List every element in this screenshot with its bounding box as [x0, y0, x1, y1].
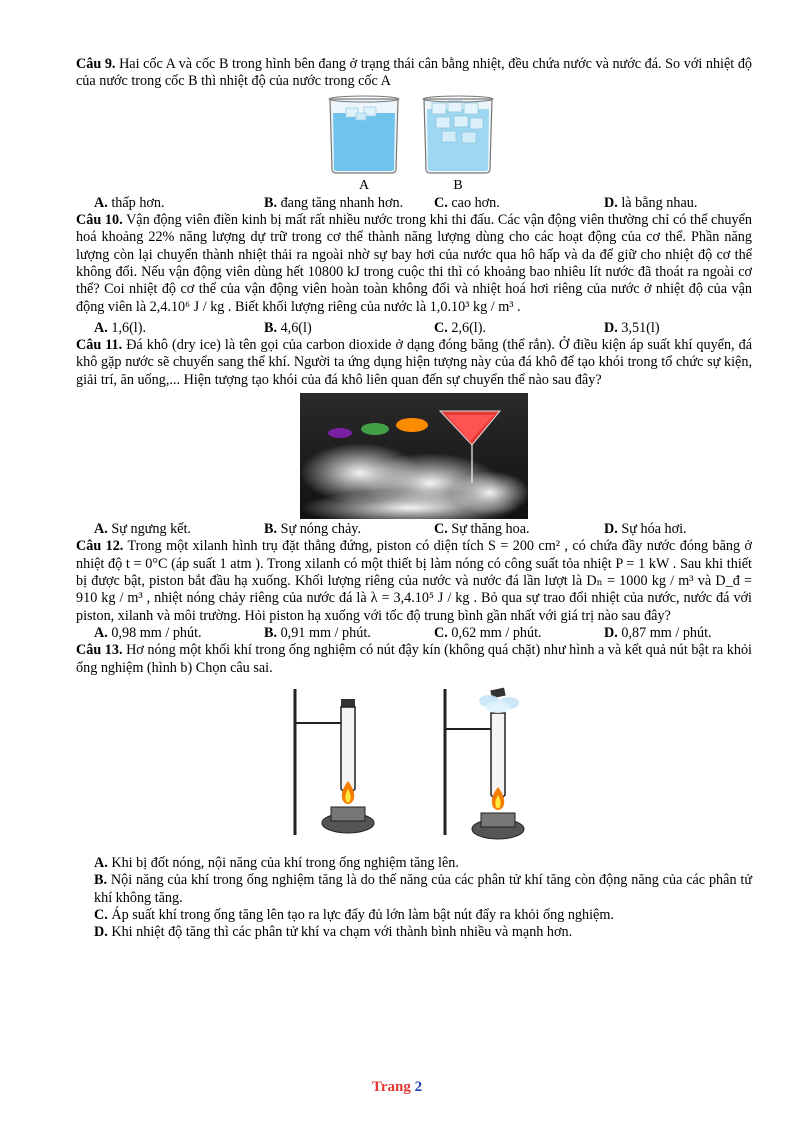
q11-option-d[interactable]: D. Sự hóa hơi.	[604, 521, 687, 538]
q11-options	[76, 521, 752, 538]
q13-stem	[76, 642, 752, 677]
q10-option-d[interactable]: D. 3,51(l)	[604, 319, 660, 336]
q11-option-b[interactable]: B. Sự nóng chảy.	[264, 521, 362, 538]
q13-statement-c[interactable]: C. Áp suất khí trong ống tăng lên tạo ra lực đẩy đủ lớn làm bật nút đẩy ra khỏi ống nghiệm.	[94, 906, 614, 923]
q12-label: Câu 12.	[76, 538, 124, 555]
q12-stem	[76, 538, 752, 625]
q13-statement-a[interactable]: A. Khi bị đốt nóng, nội năng của khí trong ống nghiệm tăng lên.	[94, 854, 459, 871]
q10-label: Câu 10.	[76, 211, 123, 228]
beaker-b-label: B	[453, 177, 463, 193]
q11-option-c[interactable]: C. Sự thăng hoa.	[434, 521, 530, 538]
q13-statements	[76, 855, 752, 942]
q13-figure	[76, 685, 752, 853]
q10-option-b[interactable]: B. 4,6(l)	[264, 319, 312, 336]
beaker-b	[423, 96, 493, 173]
q9-label: Câu 9.	[76, 56, 116, 72]
exam-page	[76, 56, 752, 941]
q9-option-c[interactable]: C. cao hơn.	[434, 194, 500, 211]
q11-label: Câu 11.	[76, 337, 123, 354]
q10-text: Vận động viên điền kinh bị mất rất nhiều nước trong khi thi đấu. Các vận động viên thường chỉ có thể chuyển hoá khoảng 22% năng lượng dự trữ trong cơ thể thành năng lượng dùng cho các hoạt động của cơ thể. Phần năng lượng còn lại chuyển thành nhiệt thải ra ngoài nhờ sự bay hơi của nước qua hô hấp và da để giữ cho nhiệt độ cơ thể không đổi. Nếu vận động viên dùng hết 10800 kJ trong cuộc thi thì có khoảng bao nhiêu lít nước đã thoát ra ngoài cơ thể? Coi nhiệt độ cơ thể của vận động viên hoàn toàn không đổi và nhiệt hoá hơi riêng của nước ở nhiệt độ của vận động viên là 2,4.10⁶ J / kg . Biết khối lượng riêng của nước là 1,0.10³ kg / m³ .	[76, 211, 753, 315]
beaker-a	[329, 96, 399, 173]
q12-option-a[interactable]: A. 0,98 mm / phút.	[94, 624, 202, 641]
beaker-a-label: A	[358, 177, 370, 193]
q9-options	[76, 195, 752, 212]
q12-option-d[interactable]: D. 0,87 mm / phút.	[604, 624, 712, 641]
q13-statement-b[interactable]: B. Nội năng của khí trong ống nghiệm tăng là do thế năng của các phân tử khí tăng còn động năng của các phân tử khí không tăng.	[94, 872, 753, 906]
q12-text: Trong một xilanh hình trụ đặt thẳng đứng, piston có diện tích S = 200 cm² , có chứa đầy nước đóng băng ở nhiệt độ t = 0°C (áp suất 1 atm ). Trong xilanh có một thiết bị làm nóng có công suất tỏa nhiệt P = 1 kW . Sau khi thiết bị được bật, piston bắt đầu hạ xuống. Khối lượng riêng của nước và nước đá lần lượt là Dₙ = 1000 kg / m³ và D_đ = 910 kg / m³ , nhiệt nóng chảy riêng của nước đá là λ = 3,4.10⁵ J / kg . Bỏ qua sự trao đổi nhiệt của nước, nước đá với piston, xilanh và môi trường. Hỏi piston hạ xuống với tốc độ trung bình gần nhất với giá trị nào sau đây?	[76, 538, 752, 624]
q11-figure	[76, 393, 752, 519]
dry-ice-cocktails-photo	[300, 393, 528, 519]
q9-option-a[interactable]: A. thấp hơn.	[94, 194, 165, 211]
q9-option-b[interactable]: B. đang tăng nhanh hơn.	[264, 194, 404, 211]
q9-text: Hai cốc A và cốc B trong hình bên đang ở trạng thái cân bằng nhiệt, đều chứa nước và nước đá. So với nhiệt độ của nước trong cốc B thì nhiệt độ của nước trong cốc A	[76, 56, 753, 90]
q13-statement-d[interactable]: D. Khi nhiệt độ tăng thì các phân tử khí va chạm với thành bình nhiều và mạnh hơn.	[94, 924, 573, 941]
q9-option-d[interactable]: D. là bằng nhau.	[604, 194, 698, 211]
q10-option-a[interactable]: A. 1,6(l).	[94, 319, 147, 336]
q11-option-a[interactable]: A. Sự ngưng kết.	[94, 521, 191, 538]
q13-label: Câu 13.	[76, 642, 123, 659]
q9-figure	[76, 91, 752, 195]
q10-stem	[76, 212, 752, 316]
q11-stem	[76, 337, 752, 389]
page-footer	[0, 1078, 794, 1096]
q12-option-b[interactable]: B. 0,91 mm / phút.	[264, 624, 371, 641]
page-word: Trang	[371, 1079, 411, 1095]
setup-b	[445, 688, 524, 839]
q10-options	[76, 320, 752, 337]
q12-option-c[interactable]: C. 0,62 mm / phút.	[434, 624, 542, 641]
q12-options	[76, 625, 752, 642]
setup-a	[295, 689, 374, 835]
q11-text: Đá khô (dry ice) là tên gọi của carbon dioxide ở dạng đóng băng (thể rắn). Ở điều kiện áp suất khí quyển, đá khô gặp nước sẽ chuyển sang thể khí. Người ta ứng dụng hiện tượng này của đá khô để tạo khói trong tổ chức sự kiện, giải trí, ăn uống,... Hiện tượng tạo khói của đá khô liên quan đến sự chuyển thể nào sau đây?	[76, 337, 752, 388]
beakers-illustration	[324, 91, 504, 195]
q13-text: Hơ nóng một khối khí trong ống nghiệm có nút đậy kín (không quá chặt) như hình a và kết quả nút bật ra khỏi ống nghiệm (hình b) Chọn câu sai.	[76, 642, 752, 676]
test-tube-heating-illustration	[279, 685, 549, 853]
page-number: 2	[414, 1079, 423, 1095]
q9-stem	[76, 56, 752, 91]
q10-option-c[interactable]: C. 2,6(l).	[434, 319, 487, 336]
